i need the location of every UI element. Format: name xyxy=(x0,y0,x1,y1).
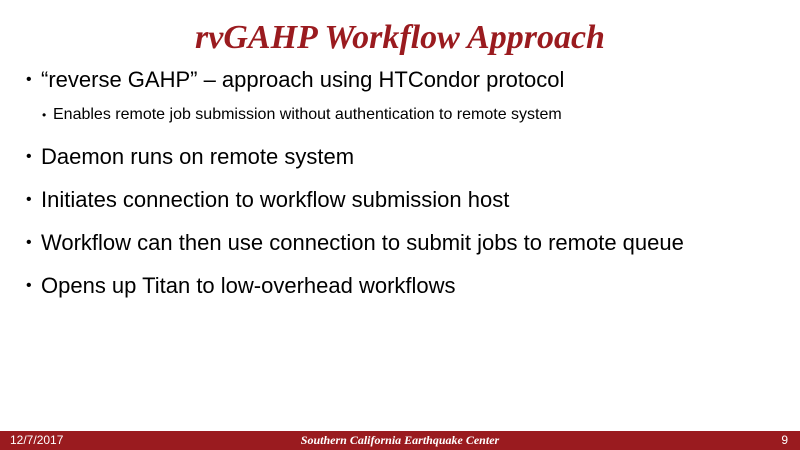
bullet-text: Initiates connection to workflow submission host xyxy=(41,187,510,212)
bullet-text: Workflow can then use connection to submit jobs to remote queue xyxy=(41,230,684,255)
page-number: 9 xyxy=(781,433,788,447)
bullet-text: “reverse GAHP” – approach using HTCondor protocol xyxy=(41,67,565,92)
bullet-dot-icon: • xyxy=(26,234,32,251)
bullet-dot-icon: • xyxy=(26,191,32,208)
bullet-dot-icon: • xyxy=(26,71,32,88)
bullet-dot-icon: • xyxy=(42,108,47,122)
bullet-text: Enables remote job submission without authentication to remote system xyxy=(53,106,562,123)
bullet-dot-icon: • xyxy=(26,148,32,165)
bullet-item xyxy=(26,186,509,214)
bullet-item xyxy=(26,272,456,300)
footer-bar xyxy=(0,431,800,450)
bullet-dot-icon: • xyxy=(26,277,32,294)
bullet-text: Opens up Titan to low-overhead workflows xyxy=(41,273,456,298)
bullet-item xyxy=(26,143,354,171)
slide-title: rvGAHP Workflow Approach xyxy=(195,19,605,56)
footer-date: 12/7/2017 xyxy=(10,433,64,447)
footer-organization: Southern California Earthquake Center xyxy=(300,433,500,447)
bullet-item xyxy=(26,66,564,94)
bullet-text: Daemon runs on remote system xyxy=(41,144,355,169)
sub-bullet-item xyxy=(42,104,562,126)
bullet-item xyxy=(26,229,684,257)
